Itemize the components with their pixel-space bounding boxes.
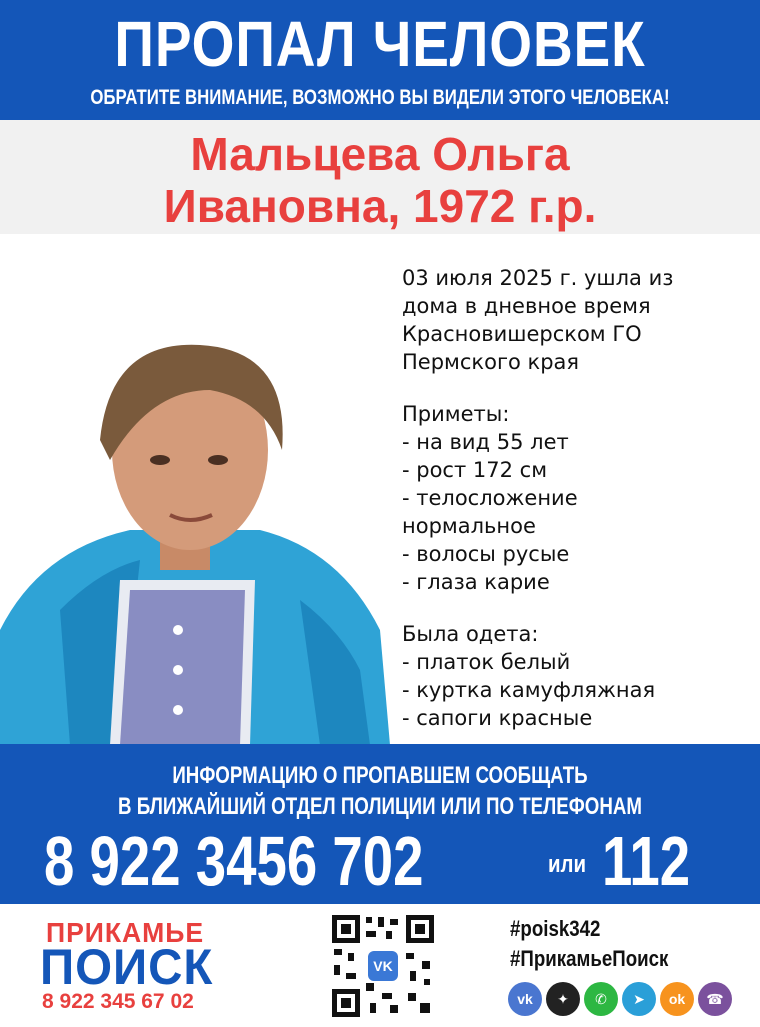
feature-item: - рост 172 см — [402, 458, 548, 482]
person-name-line2: Ивановна, 1972 г.р. — [163, 180, 597, 232]
hashtag-prikamie[interactable]: #ПрикамьеПоиск — [510, 946, 669, 971]
clothing-title: Была одета: — [402, 622, 539, 646]
clothing-item: - платок белый — [402, 650, 571, 674]
clothing-item: - сапоги красные — [402, 706, 593, 730]
circumstances-line: Красновишерском ГО — [402, 322, 642, 346]
circumstances-line: 03 июля 2025 г. ушла из — [402, 266, 674, 290]
clothing-item: - куртка камуфляжная — [402, 678, 656, 702]
person-photo — [0, 330, 390, 745]
feature-item: - волосы русые — [402, 542, 570, 566]
poster-title: ПРОПАЛ ЧЕЛОВЕК — [114, 8, 646, 80]
features — [402, 400, 757, 596]
clothing — [402, 620, 757, 732]
dzen-icon[interactable]: ✦ — [546, 982, 580, 1016]
contact-or: или — [548, 851, 587, 878]
person-name-line1: Мальцева Ольга — [190, 128, 570, 180]
poster-subtitle: ОБРАТИТЕ ВНИМАНИЕ, ВОЗМОЖНО ВЫ ВИДЕЛИ ЭТОГО ЧЕЛОВЕКА! — [90, 86, 670, 109]
emergency-phone[interactable]: 112 — [602, 822, 691, 900]
qr-code-icon[interactable] — [330, 913, 436, 1019]
logo-phone[interactable]: 8 922 345 67 02 — [42, 990, 194, 1013]
qr-vk-badge: VK — [373, 958, 393, 974]
feature-item: - глаза карие — [402, 570, 550, 594]
social-icons — [508, 982, 732, 1016]
contact-phone[interactable]: 8 922 3456 702 — [44, 822, 424, 900]
feature-item: - на вид 55 лет — [402, 430, 569, 454]
circumstances — [402, 264, 757, 376]
details-block — [402, 264, 757, 756]
whatsapp-icon[interactable]: ✆ — [584, 982, 618, 1016]
odnoklassniki-icon[interactable]: ok — [660, 982, 694, 1016]
contact-info-line1: ИНФОРМАЦИЮ О ПРОПАВШЕМ СООБЩАТЬ — [172, 762, 588, 789]
viber-icon[interactable]: ☎ — [698, 982, 732, 1016]
contact-info-line2: В БЛИЖАЙШИЙ ОТДЕЛ ПОЛИЦИИ ИЛИ ПО ТЕЛЕФОНАМ — [118, 793, 642, 820]
vk-icon[interactable]: vk — [508, 982, 542, 1016]
logo-top-text: ПРИКАМЬЕ — [46, 917, 205, 948]
hashtag-poisk[interactable]: #poisk342 — [510, 916, 601, 941]
logo-main-text: ПОИСК — [40, 939, 214, 995]
circumstances-line: дома в дневное время — [402, 294, 651, 318]
telegram-icon[interactable]: ➤ — [622, 982, 656, 1016]
features-title: Приметы: — [402, 402, 510, 426]
feature-item: - телосложение — [402, 486, 578, 510]
feature-item: нормальное — [402, 514, 536, 538]
circumstances-line: Пермского края — [402, 350, 580, 374]
